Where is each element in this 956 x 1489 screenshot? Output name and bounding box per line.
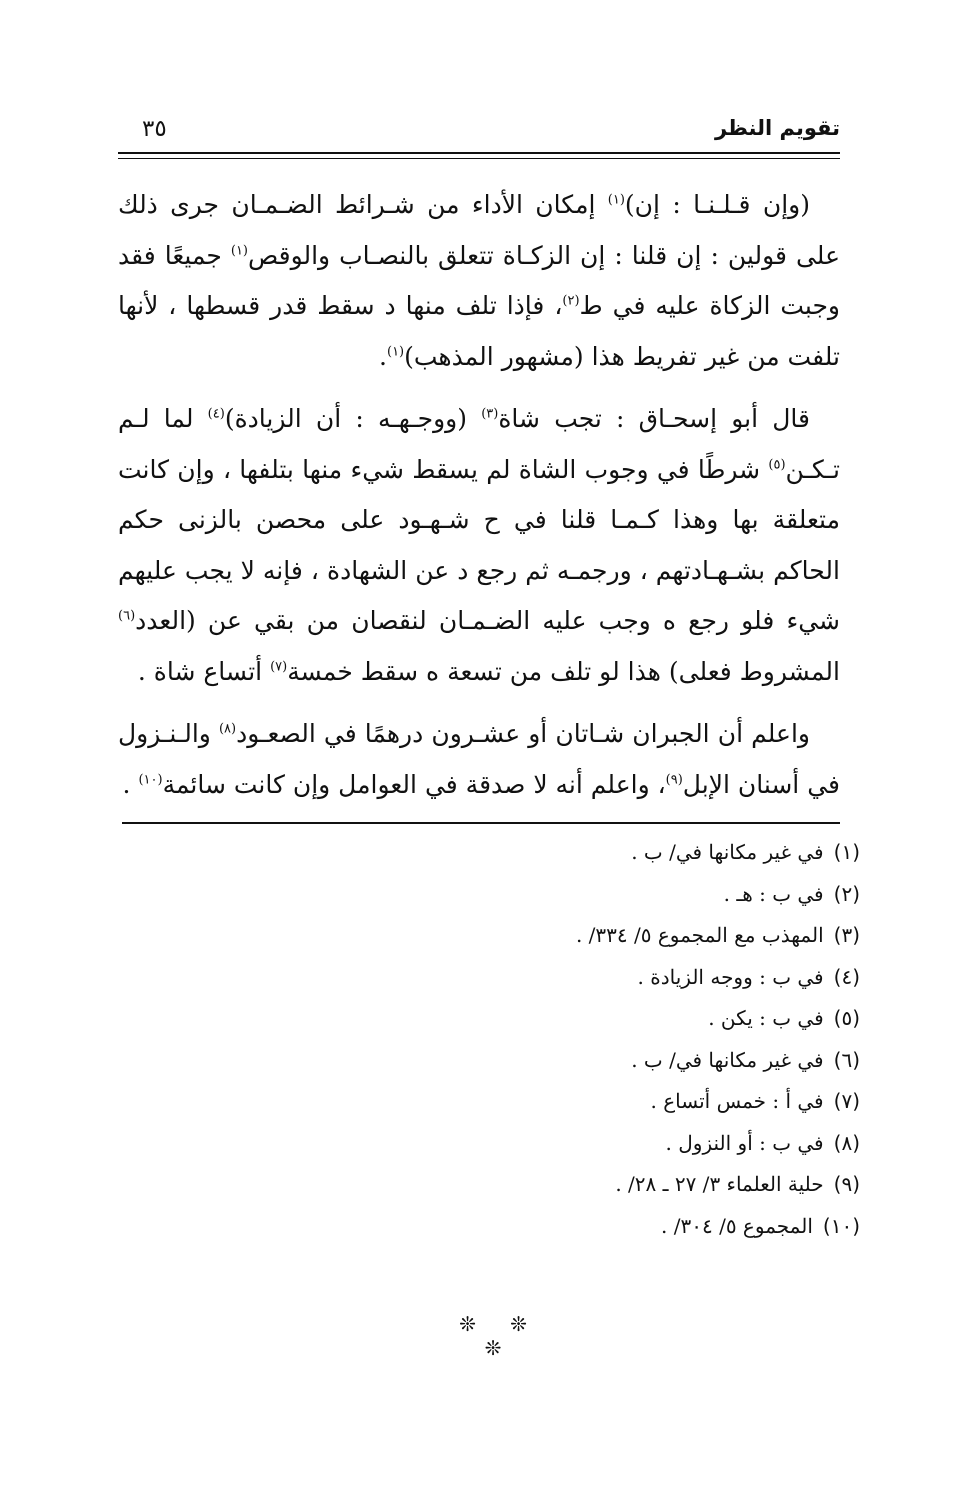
footnote [118,1123,860,1165]
text-segment: واعلم أن الجبران شـاتان أو عشـرون درهمًا في الصعـود [236,719,810,748]
text-segment: جميعًا فقد وجبت الزكاة عليه في ط [118,240,840,320]
text-segment: أتساع شاة . [137,656,271,686]
paragraph [118,709,840,810]
main-text [118,180,840,822]
footnote [118,874,860,916]
footnote [118,915,860,957]
paragraph [118,180,840,382]
footnote-ref: (٣) [481,406,499,422]
footnote-text: في غير مكانها في/ ب . [631,840,824,864]
text-segment: شرطًا في وجوب الشاة لم يسقط شيء منها بتلفها ، وإن كانت متعلقة بها وهذا كـمـا قلنا في ح شـهـود على محصن بالزنى حكم الحاكم بشـهـادتهم ، ورجمـه ثم رجع د عن الشهادة ، فإنه لا يجب عليهم شيء فلو رجع ه وجب عليه الضـمـان لنقصان من بقي عن (العدد [118,454,840,635]
footnote-text: حلية العلماء ٣/ ٢٧ ـ ٢٨/ . [615,1172,824,1196]
footnote-text: في أ : خمس أتساع . [650,1089,824,1113]
footnote-text: في ب : ووجه الزيادة . [637,964,824,989]
footnote-number: (٥) [833,1006,860,1030]
footnote-number: (٦) [833,1047,860,1072]
book-title: تقويم النظر [714,116,840,140]
footnote-ref: (٦) [118,608,136,624]
page-number: ٣٥ [142,116,167,142]
footnote-text: في غير مكانها في/ ب . [631,1047,824,1072]
footnote-ref: (١٠) [138,772,163,788]
footnote [118,1164,860,1206]
footnote-ref: (٧) [270,659,288,675]
text-segment: . [122,769,139,799]
footnote-ref: (٨) [218,721,237,737]
footnote-text: المجموع ٥/ ٣٠٤/ . [661,1213,813,1238]
footnote-number: (١٠) [822,1213,860,1238]
text-segment: المشروط فعلى) هذا لو تلف من تسعة ه سقط خمسة [287,656,840,686]
footnote-number: (١) [833,840,860,864]
footnote-separator [122,822,840,824]
text-segment: . [379,341,387,371]
footnote-text: المهذب مع المجموع ٥/ ٣٣٤/ . [575,923,824,947]
footnote [118,957,860,999]
text-segment: (وإن قـلـنـا : إن) [624,190,810,219]
text-segment: لما لـم تـكـن [118,404,840,484]
footnote-ref: (١) [607,192,625,208]
footnote-text: في ب : هـ . [723,881,824,906]
text-segment: إمكان الأداء من شـرائط الضـمـان جرى ذلك على قولين : إن قلنا : إن الزكـاة تتعلق بالنصـاب والوقص [118,190,840,270]
footnote-ref: (١) [386,344,405,360]
footnote [118,998,860,1040]
footnote-ref: (٢) [562,293,580,309]
footnote-number: (٧) [833,1089,860,1113]
running-header [118,116,840,152]
footnotes-list [118,832,860,1247]
footnote-ref: (٤) [207,406,225,422]
footnote-ref: (١) [230,243,248,259]
header-rule-thin [118,158,840,159]
header-rule-thick [118,152,840,154]
footnote [118,1081,860,1123]
text-segment: ، واعلم أنه لا صدقة في العوامل وإن كانت سائمة [162,769,666,799]
footnote-text: في ب : أو النزول . [665,1130,824,1155]
footnote-ref: (٥) [768,457,786,473]
footnote-text: في ب : يكن . [708,1006,824,1030]
end-ornament: ❊ ❊ ❊ [459,1312,541,1360]
footnote-number: (٤) [833,964,860,989]
text-segment: ، فإذا تلف منها د سقط قدر قسطها ، لأنها تلفت من غير تفريط هذا (مشهور المذهب) [118,291,840,371]
footnote-number: (٣) [833,923,860,947]
text-segment: والـنـزول في أسنان الإبل [118,719,840,799]
paragraph [118,394,840,697]
footnote-number: (٩) [833,1172,860,1196]
text-segment: قال أبو إسحـاق : تجب شاة [498,404,810,433]
footnote-number: (٢) [833,881,860,906]
footnote-number: (٨) [833,1130,860,1155]
footnote [118,1206,860,1248]
footnote [118,832,860,874]
text-segment: (ووجـهـه : أن الزيادة) [224,404,482,433]
footnote [118,1040,860,1082]
footnote-ref: (٩) [665,772,683,788]
